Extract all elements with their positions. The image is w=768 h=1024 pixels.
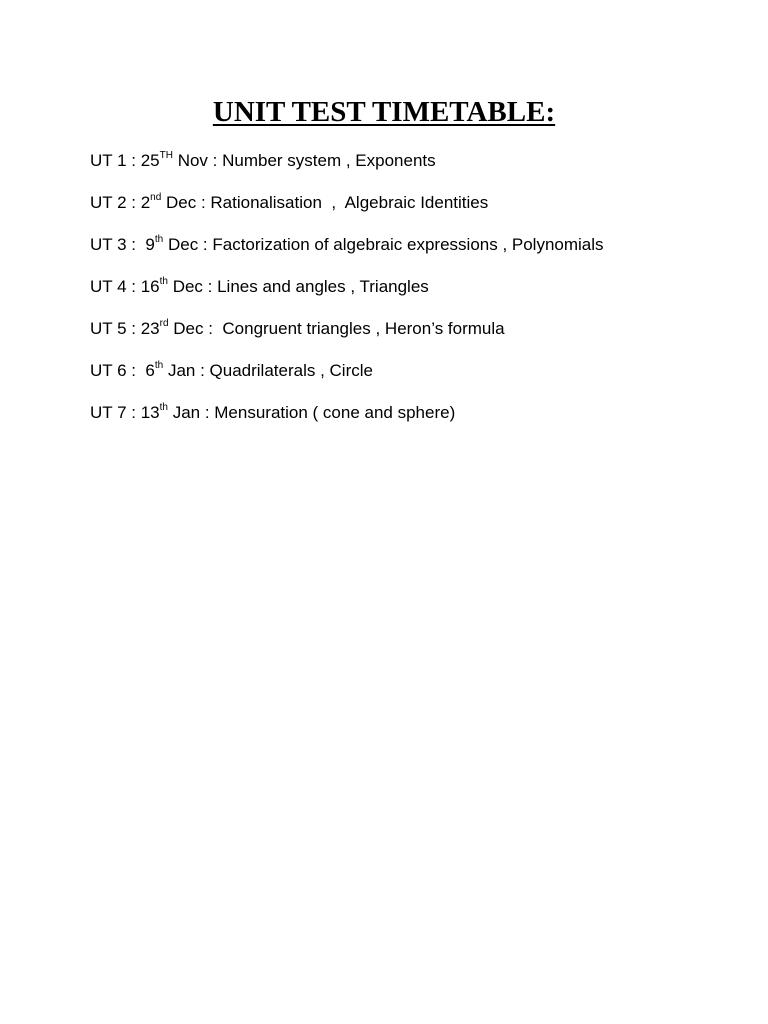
- entry-topics: Jan : Mensuration ( cone and sphere): [167, 403, 456, 422]
- date-suffix: th: [154, 234, 164, 246]
- entry-date: UT 6 : 6: [90, 361, 155, 380]
- entry-topics: Jan : Quadrilaterals , Circle: [163, 361, 373, 380]
- entry-date: UT 2 : 2: [90, 193, 151, 212]
- timetable-entry-ut1: [90, 147, 604, 189]
- date-suffix: th: [154, 360, 164, 372]
- entry-date: UT 5 : 23: [90, 319, 160, 338]
- entry-topics: Nov : Number system , Exponents: [172, 151, 436, 170]
- date-suffix: nd: [150, 192, 162, 204]
- entry-date: UT 1 : 25: [90, 151, 160, 170]
- timetable-entry-ut4: [90, 273, 604, 315]
- date-suffix: th: [159, 276, 168, 288]
- timetable-list: [90, 147, 604, 441]
- entry-topics: Dec : Lines and angles , Triangles: [167, 277, 429, 296]
- timetable-entry-ut6: [90, 357, 604, 399]
- timetable-entry-ut2: [90, 189, 604, 231]
- date-suffix: rd: [159, 318, 169, 330]
- timetable-entry-ut5: [90, 315, 604, 357]
- entry-date: UT 4 : 16: [90, 277, 160, 296]
- entry-topics: Dec : Factorization of algebraic expressions , Polynomials: [163, 235, 604, 254]
- entry-date: UT 7 : 13: [90, 403, 160, 422]
- page-title: UNIT TEST TIMETABLE:: [212, 96, 556, 128]
- timetable-entry-ut3: [90, 231, 604, 273]
- date-suffix: th: [159, 402, 168, 414]
- date-suffix: TH: [159, 150, 173, 162]
- timetable-entry-ut7: [90, 399, 604, 441]
- entry-date: UT 3 : 9: [90, 235, 155, 254]
- entry-topics: Dec : Rationalisation , Algebraic Identities: [161, 193, 489, 212]
- entry-topics: Dec : Congruent triangles , Heron’s formula: [168, 319, 505, 338]
